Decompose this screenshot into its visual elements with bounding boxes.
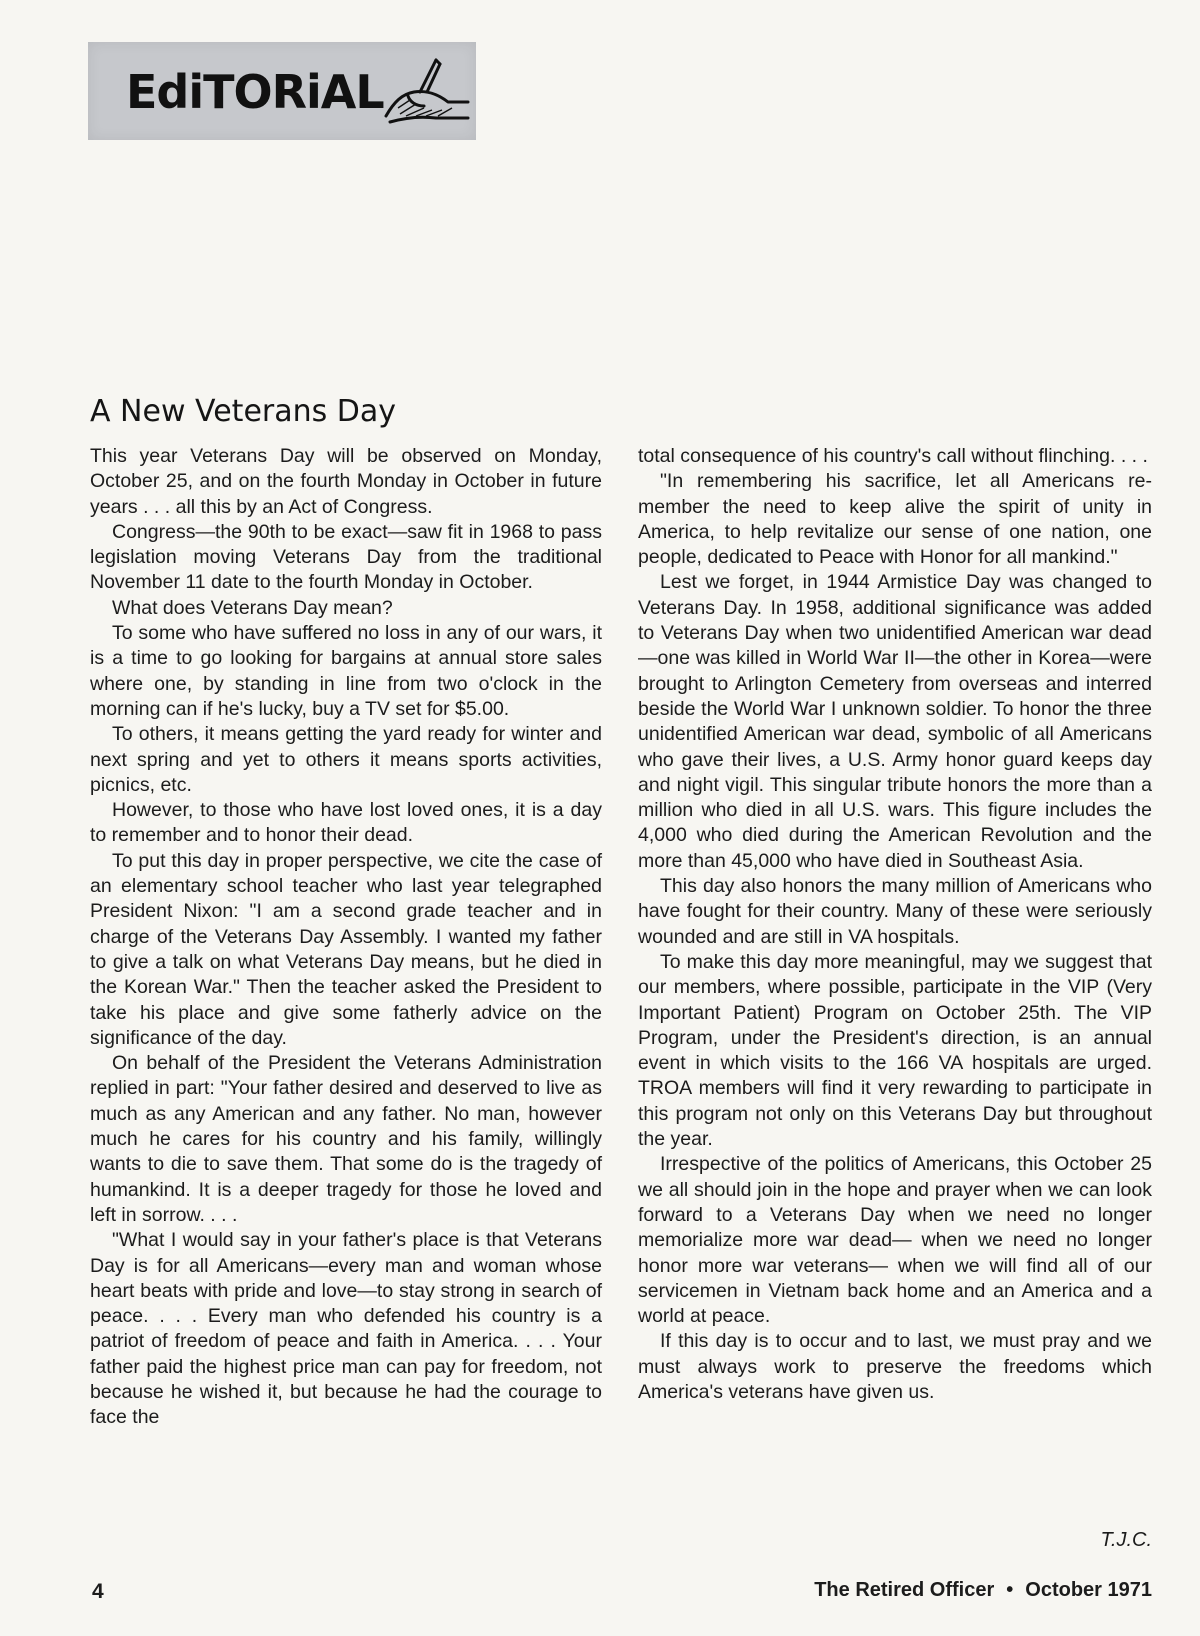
separator-bullet: •: [1006, 1579, 1014, 1601]
issue-date: October 1971: [1025, 1579, 1152, 1601]
article-column-left: [90, 444, 602, 1431]
banner-label: EdiTORiAL: [126, 65, 384, 119]
publication-footer: [786, 1577, 1152, 1603]
paragraph: What does Veterans Day mean?: [112, 596, 393, 619]
paragraph: To make this day more meaningful, may we suggest that our members, where possible, participate in the VIP (Very Important Patient) Program on October 25th. The VIP Program, under the President's direction, is an annual event in which visits to the 166 VA hospitals are urged. TROA members will find it very rewarding to participate in this program not only on this Veterans Day but throughout the year.: [638, 950, 1152, 1151]
paragraph: To put this day in proper perspective, we cite the case of an elementary school teacher who last year telegraphed President Nixon: "I am a second grade teacher and in charge of the Veterans Day Assembly. I wanted my father to give a talk on what Veterans Day means, but he died in the Korean War." Then the teacher asked the President to take his place and give some fatherly advice on the significance of the day.: [90, 849, 602, 1049]
paragraph: Lest we forget, in 1944 Armistice Day was changed to Veterans Day. In 1958, additional significance was added to Veterans Day when two unidentified American war dead—one was killed in World War II—the other in Korea—were brought to Arlington Cemetery from overseas and interred beside the World War I unknown soldier. To honor the three unidentified American war dead, symbolic of all Americans who gave their lives, a U.S. Army honor guard keeps day and night vigil. This singular tribute honors the more than a million who died in all U.S. wars. This figure includes the 4,000 who died during the American Revolution and the more than 45,000 who have died in Southeast Asia.: [638, 571, 1152, 872]
paragraph: This day also honors the many million of Americans who have fought for their country. Many of these were seriously wounded and are still in VA hospitals.: [638, 875, 1152, 948]
headline: A New Veterans Day: [90, 394, 397, 429]
publication-name: The Retired Officer: [814, 1579, 995, 1601]
editorial-banner: [88, 42, 476, 140]
paragraph: "In remembering his sacrifice, let all Americans remember the need to keep alive the spirit of unity in America, to help revitalize our sense of one nation, one people, dedicated to Peace with Honor for all mankind.": [638, 470, 1152, 569]
paragraph: Congress—the 90th to be exact—saw fit in 1968 to pass legislation moving Veterans Day from the traditional November 11 date to the fourth Monday in October.: [90, 520, 602, 594]
author-signature: T.J.C.: [1100, 1529, 1152, 1551]
page-number: 4: [92, 1580, 104, 1603]
paragraph: "What I would say in your father's place is that Veterans Day is for all Americans—every man and woman whose heart beats with pride and love—to stay strong in search of peace. . . . Every man who defended his country is a patriot of freedom of peace and faith in America. . . . Your father paid the highest price man can pay for freedom, not because he wished it, but because he had the courage to face the: [90, 1229, 602, 1429]
paragraph: total consequence of his country's call without flinching. . . .: [638, 445, 1148, 467]
article-column-right: [638, 444, 1152, 1405]
writing-hand-icon: [380, 52, 472, 130]
paragraph: This year Veterans Day will be observed on Monday, October 25, and on the fourth Monday in October in future years . . . all this by an Act of Congress.: [90, 445, 602, 518]
paragraph: However, to those who have lost loved ones, it is a day to remember and to honor their dead.: [90, 799, 602, 847]
paragraph: Irrespective of the politics of Americans, this October 25 we all should join in the hope and prayer when we can look forward to a Veterans Day when we need no longer memorialize more war dead— when we need no longer honor more war veterans— when we will find all of our servicemen in Vietnam back home and an America and a world at peace.: [638, 1153, 1152, 1328]
paragraph: To others, it means getting the yard ready for winter and next spring and yet to others it means sports activities, picnics, etc.: [90, 723, 602, 796]
paragraph: If this day is to occur and to last, we must pray and we must always work to preserve the freedoms which America's veterans have given us.: [638, 1330, 1152, 1403]
paragraph: To some who have suffered no loss in any of our wars, it is a time to go looking for bargains at annual store sales where one, by standing in line from two o'clock in the morning can if he's lucky, buy a TV set for $5.00.: [90, 622, 602, 720]
paragraph: On behalf of the President the Veterans Administration replied in part: "Your father desired and deserved to live as much as any American and any father. No man, however much he cares for his country and his family, willingly wants to die to save them. That some do is the tragedy of humankind. It is a deeper tragedy for those he loved and left in sorrow. . . .: [90, 1052, 602, 1226]
